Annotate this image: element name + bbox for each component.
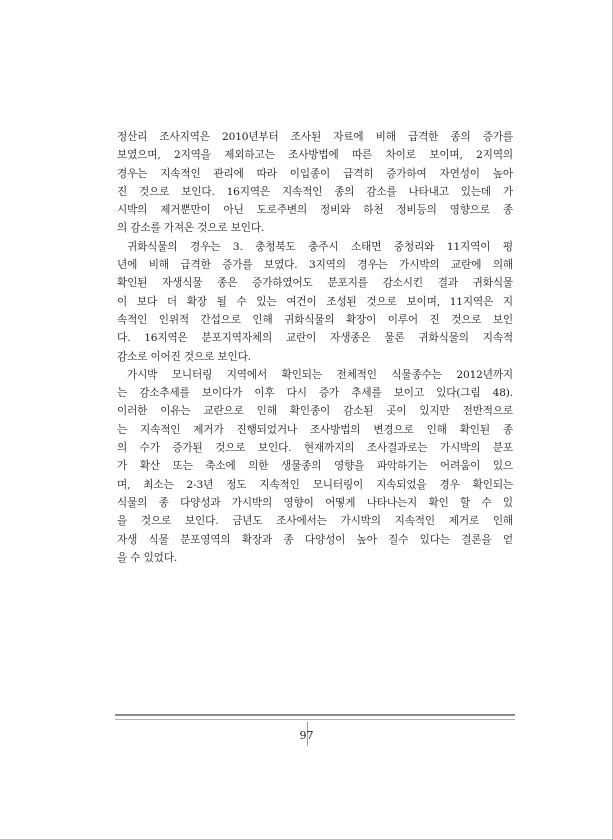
body-text bbox=[117, 128, 513, 567]
text-line: 보였으며, 2지역을 제외하고는 조사방법에 따른 차이로 보이며, 2지역의 bbox=[117, 149, 513, 162]
text-line: 이러한 이유는 교란으로 인해 확인종이 감소된 곳이 있지만 전반적으로 bbox=[117, 405, 513, 418]
paragraph-3 bbox=[117, 366, 513, 567]
text-line: 확인된 자생식물 종은 증가하였어도 분포지를 감소시킨 결과 귀화식물 bbox=[117, 277, 513, 290]
paragraph-2 bbox=[117, 238, 513, 366]
text-line: 감소로 이어진 것으로 보인다. bbox=[117, 350, 251, 363]
text-line: 는 감소추세를 보이다가 이후 다시 증가 추세를 보이고 있다(그림 48). bbox=[117, 387, 513, 400]
text-line: 을 수 있었다. bbox=[117, 551, 178, 564]
text-line: 시박의 제거뿐만이 아닌 도로주변의 정비와 하천 정비등의 영향으로 종 bbox=[117, 204, 513, 217]
text-line: 속적인 인위적 간섭으로 인해 귀화식물의 확장이 이루어 진 것으로 보인 bbox=[117, 313, 513, 326]
text-line: 진 것으로 보인다. 16지역은 지속적인 종의 감소를 나타내고 있는데 가 bbox=[117, 185, 513, 198]
text-line: 년에 비해 급격한 증가를 보였다. 3지역의 경우는 가시박의 교란에 의해 bbox=[117, 259, 513, 272]
text-line: 다. 16지역은 분포지역자체의 교란이 자생종은 물론 귀화식물의 지속적 bbox=[117, 332, 513, 345]
text-line: 귀화식물의 경우는 3. 충청북도 충주시 소태면 중청리와 11지역이 평 bbox=[127, 240, 513, 253]
text-line: 을 것으로 보인다. 금년도 조사에서는 가시박의 지속적인 제거로 인해 bbox=[117, 515, 513, 528]
footer-rule bbox=[115, 714, 515, 716]
text-line: 식물의 종 다양성과 가시박의 영향이 어떻게 나타나는지 확인 할 수 있 bbox=[117, 496, 513, 509]
page-number: 97 bbox=[299, 729, 314, 742]
footer-rule-thin bbox=[115, 719, 515, 720]
text-line: 자생 식물 분포영역의 확장과 종 다양성이 높아 질수 있다는 결론을 얻 bbox=[117, 533, 513, 546]
text-line: 가 확산 또는 축소에 의한 생물종의 영향을 파악하기는 어려움이 있으 bbox=[117, 460, 513, 473]
text-line: 의 감소를 가져온 것으로 보인다. bbox=[117, 222, 265, 235]
text-line: 는 지속적인 제거가 진행되었거나 조사방법의 변경으로 인해 확인된 종 bbox=[117, 423, 513, 436]
text-line: 가시박 모니터링 지역에서 확인되는 전체적인 식물종수는 2012년까지 bbox=[127, 368, 513, 381]
text-line: 의 수가 증가된 것으로 보인다. 현재까지의 조사결과로는 가시박의 분포 bbox=[117, 442, 513, 455]
text-line: 며, 최소는 2-3년 정도 지속적인 모니터링이 지속되었을 경우 확인되는 bbox=[117, 478, 513, 491]
paragraph-1 bbox=[117, 128, 513, 238]
text-line: 경우는 지속적인 관리에 따라 이입종이 급격히 증가하여 자연성이 높아 bbox=[117, 167, 513, 180]
text-line: 이 보다 더 확장 될 수 있는 여건이 조성된 것으로 보이며, 11지역은 지 bbox=[117, 295, 513, 308]
text-line: 정산리 조사지역은 2010년부터 조사된 자료에 비해 급격한 종의 증가를 bbox=[117, 131, 513, 143]
